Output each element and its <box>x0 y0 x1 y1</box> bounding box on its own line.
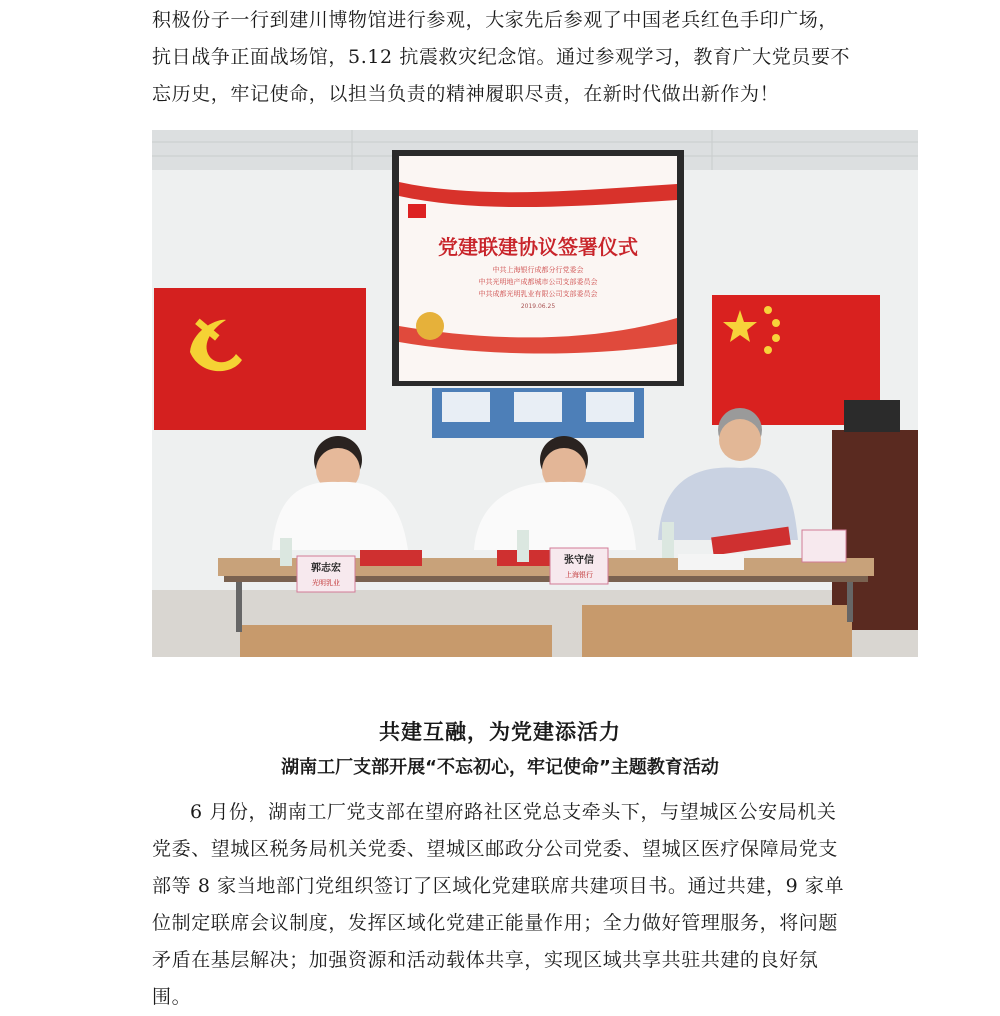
nameplate-1-org: 光明乳业 <box>312 579 340 587</box>
nameplate-1-name: 郭志宏 <box>311 563 341 574</box>
screen-line-1: 中共上海银行成都分行党委会 <box>492 266 584 274</box>
signing-ceremony-photo <box>152 130 918 657</box>
section-subtitle: 湖南工厂支部开展“不忘初心，牢记使命”主题教育活动 <box>281 757 719 778</box>
screen-line-3: 中共成都光明乳业有限公司支部委员会 <box>478 290 598 298</box>
nameplate-2-name: 张守信 <box>564 555 594 566</box>
nameplate-2-org: 上海银行 <box>565 571 593 579</box>
screen-date: 2019.06.25 <box>520 303 556 310</box>
section-title: 共建互融，为党建添活力 <box>379 720 621 744</box>
screen-title: 党建联建协议签署仪式 <box>438 235 638 259</box>
section-paragraph: 6 月份，湖南工厂党支部在望府路社区党总支牵头下，与望城区公安局机关党委、望城区税务局机关党委、望城区邮政分公司党委、望城区医疗保障局党支部等 8 家当地部门党组织签订了区域化党建联席共建项目书。通过共建，9 家单位制定联席会议制度，发挥区域化党建正能量作用；全力做好管理服务，将问题矛盾在基层解决；加强资源和活动载体共享，实现区域共享共驻共建的良好氛围。 <box>152 801 845 1008</box>
screen-line-2: 中共光明地产成都城市公司支部委员会 <box>478 278 598 286</box>
intro-paragraph: 积极份子一行到建川博物馆进行参观，大家先后参观了中国老兵红色手印广场，抗日战争正面战场馆，5.12 抗震救灾纪念馆。通过参观学习，教育广大党员要不忘历史，牢记使命，以担当负责的精神履职尽责，在新时代做出新作为！ <box>152 9 851 105</box>
